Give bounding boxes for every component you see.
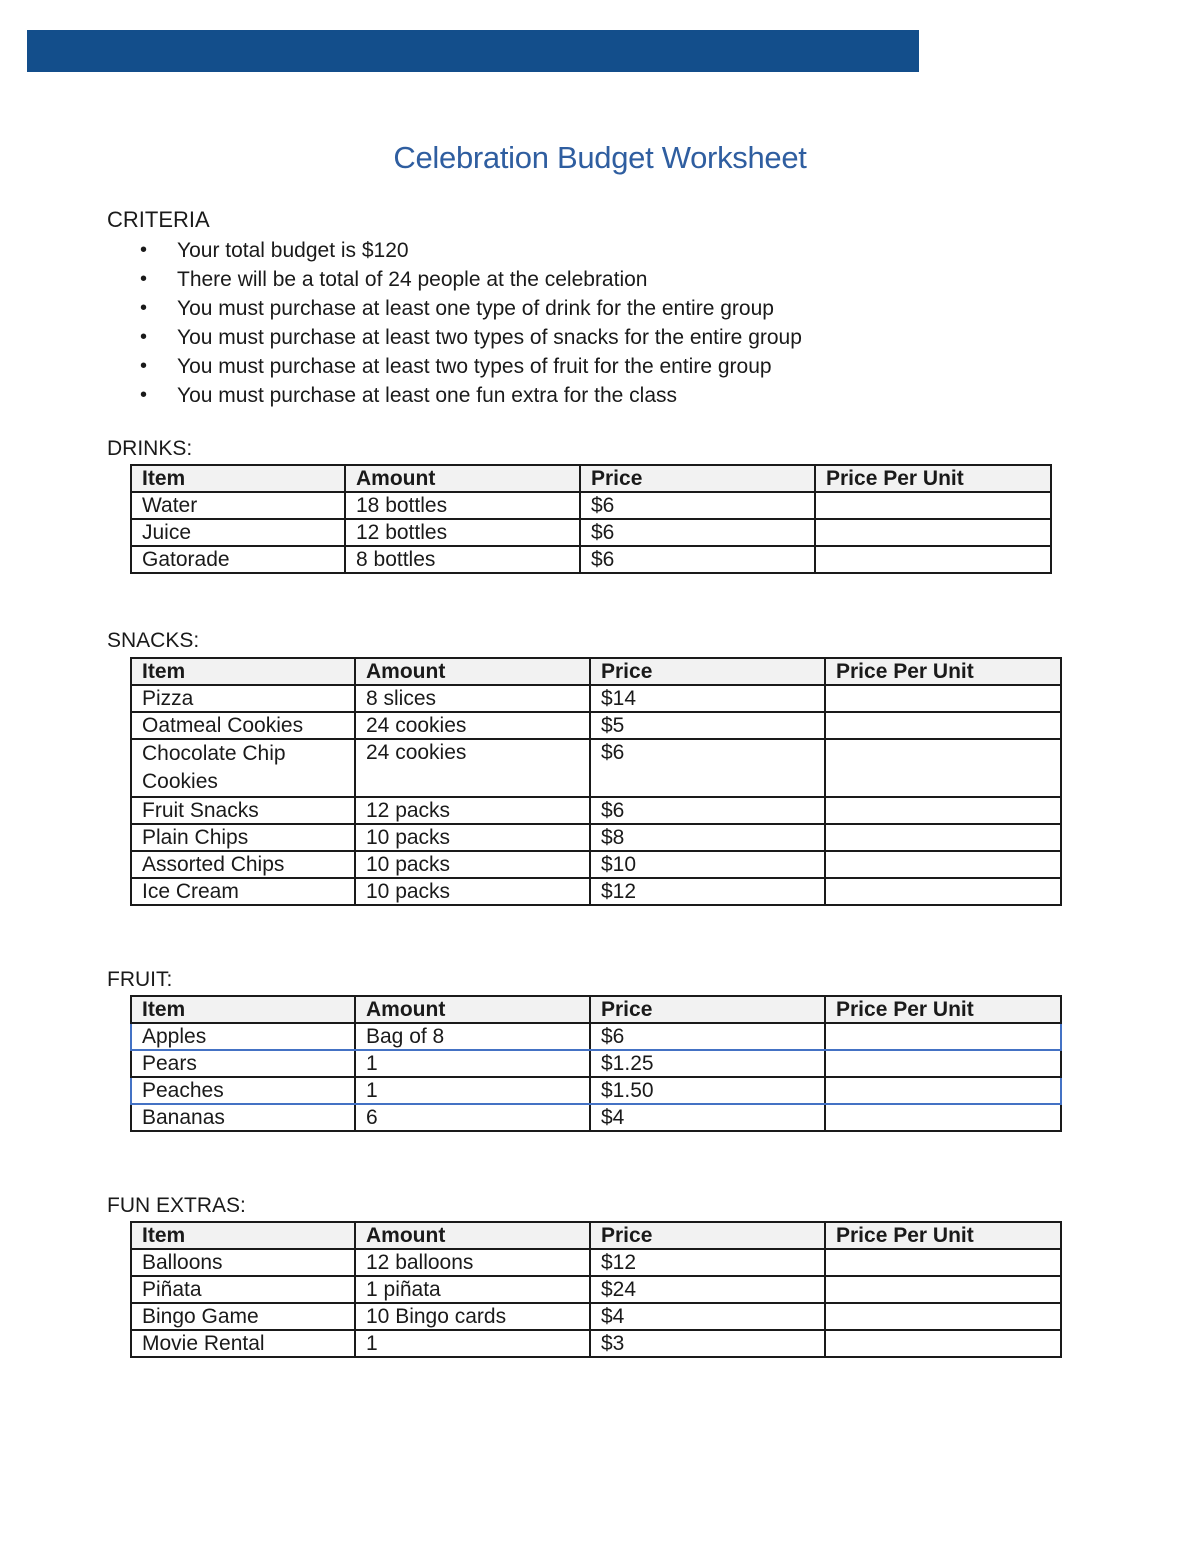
item-cell: Oatmeal Cookies: [131, 712, 355, 739]
price-cell: $6: [590, 797, 825, 824]
price-cell: $6: [580, 492, 815, 519]
table-row: [131, 1249, 1061, 1276]
column-header-price: Price: [590, 996, 825, 1023]
amount-cell: 24 cookies: [355, 712, 590, 739]
table-row: [131, 1303, 1061, 1330]
price-per-unit-cell[interactable]: [825, 1023, 1061, 1050]
table-row: [131, 851, 1061, 878]
price-per-unit-cell[interactable]: [825, 851, 1061, 878]
price-cell: $1.50: [590, 1077, 825, 1104]
table-row: [131, 1050, 1061, 1077]
drinks-table: [130, 464, 1052, 574]
fun-extras-heading: FUN EXTRAS:: [107, 1194, 246, 1217]
item-cell: Chocolate Chip Cookies: [131, 739, 355, 797]
price-cell: $6: [580, 546, 815, 573]
amount-cell: 12 balloons: [355, 1249, 590, 1276]
item-cell: Water: [131, 492, 345, 519]
price-per-unit-cell[interactable]: [825, 1330, 1061, 1357]
table-header-row: [131, 658, 1061, 685]
column-header-price: Price: [580, 465, 815, 492]
criteria-item: • There will be a total of 24 people at the celebration: [140, 265, 802, 294]
amount-cell: 24 cookies: [355, 739, 590, 797]
amount-cell: 12 bottles: [345, 519, 580, 546]
table-row: [131, 546, 1051, 573]
price-per-unit-cell[interactable]: [825, 878, 1061, 905]
column-header-amount: Amount: [355, 1222, 590, 1249]
table-row: [131, 739, 1061, 797]
price-per-unit-cell[interactable]: [825, 1249, 1061, 1276]
criteria-item: • You must purchase at least one fun extra for the class: [140, 381, 802, 410]
price-cell: $5: [590, 712, 825, 739]
item-cell: Assorted Chips: [131, 851, 355, 878]
price-per-unit-cell[interactable]: [825, 1276, 1061, 1303]
price-per-unit-cell[interactable]: [825, 1303, 1061, 1330]
table-row: [131, 797, 1061, 824]
column-header-amount: Amount: [355, 996, 590, 1023]
fruit-table: [130, 995, 1062, 1132]
table-row: [131, 1276, 1061, 1303]
item-cell: Juice: [131, 519, 345, 546]
table-row: [131, 1330, 1061, 1357]
amount-cell: 6: [355, 1104, 590, 1131]
item-cell: Piñata: [131, 1276, 355, 1303]
item-cell: Plain Chips: [131, 824, 355, 851]
table-header-row: [131, 1222, 1061, 1249]
table-row: [131, 519, 1051, 546]
table-row: [131, 712, 1061, 739]
price-cell: $6: [590, 1023, 825, 1050]
column-header-item: Item: [131, 658, 355, 685]
item-cell: Balloons: [131, 1249, 355, 1276]
column-header-price-per-unit: Price Per Unit: [815, 465, 1051, 492]
table-row: [131, 685, 1061, 712]
column-header-price: Price: [590, 658, 825, 685]
price-cell: $6: [580, 519, 815, 546]
item-cell: Fruit Snacks: [131, 797, 355, 824]
column-header-price: Price: [590, 1222, 825, 1249]
price-per-unit-cell[interactable]: [815, 492, 1051, 519]
amount-cell: 1: [355, 1330, 590, 1357]
price-per-unit-cell[interactable]: [825, 739, 1061, 797]
price-cell: $3: [590, 1330, 825, 1357]
drinks-heading: DRINKS:: [107, 437, 193, 460]
column-header-item: Item: [131, 996, 355, 1023]
amount-cell: 10 Bingo cards: [355, 1303, 590, 1330]
price-per-unit-cell[interactable]: [825, 1077, 1061, 1104]
column-header-amount: Amount: [355, 658, 590, 685]
price-cell: $8: [590, 824, 825, 851]
amount-cell: 1: [355, 1077, 590, 1104]
table-header-row: [131, 465, 1051, 492]
amount-cell: 18 bottles: [345, 492, 580, 519]
snacks-table: [130, 657, 1062, 906]
price-per-unit-cell[interactable]: [825, 1050, 1061, 1077]
column-header-price-per-unit: Price Per Unit: [825, 1222, 1061, 1249]
amount-cell: 8 slices: [355, 685, 590, 712]
price-per-unit-cell[interactable]: [825, 797, 1061, 824]
price-per-unit-cell[interactable]: [815, 519, 1051, 546]
price-cell: $4: [590, 1303, 825, 1330]
item-cell: Movie Rental: [131, 1330, 355, 1357]
price-per-unit-cell[interactable]: [825, 685, 1061, 712]
price-cell: $6: [590, 739, 825, 797]
item-cell: Pears: [131, 1050, 355, 1077]
amount-cell: 8 bottles: [345, 546, 580, 573]
header-banner: [27, 30, 919, 72]
column-header-item: Item: [131, 1222, 355, 1249]
column-header-item: Item: [131, 465, 345, 492]
price-cell: $10: [590, 851, 825, 878]
table-header-row: [131, 996, 1061, 1023]
price-cell: $24: [590, 1276, 825, 1303]
price-cell: $1.25: [590, 1050, 825, 1077]
item-cell: Gatorade: [131, 546, 345, 573]
item-cell: Peaches: [131, 1077, 355, 1104]
price-cell: $4: [590, 1104, 825, 1131]
item-cell: Apples: [131, 1023, 355, 1050]
column-header-amount: Amount: [345, 465, 580, 492]
price-per-unit-cell[interactable]: [825, 1104, 1061, 1131]
item-cell: Bananas: [131, 1104, 355, 1131]
criteria-item: • Your total budget is $120: [140, 236, 802, 265]
column-header-price-per-unit: Price Per Unit: [825, 658, 1061, 685]
criteria-item: • You must purchase at least two types of fruit for the entire group: [140, 352, 802, 381]
amount-cell: 1: [355, 1050, 590, 1077]
fun-extras-table: [130, 1221, 1062, 1358]
fruit-heading: FRUIT:: [107, 968, 173, 991]
amount-cell: 10 packs: [355, 851, 590, 878]
column-header-price-per-unit: Price Per Unit: [825, 996, 1061, 1023]
criteria-item: • You must purchase at least two types of snacks for the entire group: [140, 323, 802, 352]
amount-cell: Bag of 8: [355, 1023, 590, 1050]
page-title: Celebration Budget Worksheet: [393, 140, 807, 175]
table-row: [131, 1077, 1061, 1104]
price-cell: $12: [590, 1249, 825, 1276]
snacks-heading: SNACKS:: [107, 629, 200, 652]
table-row: [131, 824, 1061, 851]
amount-cell: 12 packs: [355, 797, 590, 824]
price-per-unit-cell[interactable]: [825, 712, 1061, 739]
price-cell: $14: [590, 685, 825, 712]
criteria-item: • You must purchase at least one type of drink for the entire group: [140, 294, 802, 323]
criteria-heading: CRITERIA: [107, 207, 210, 232]
amount-cell: 10 packs: [355, 824, 590, 851]
table-row: [131, 492, 1051, 519]
table-row: [131, 1023, 1061, 1050]
price-per-unit-cell[interactable]: [825, 824, 1061, 851]
item-cell: Bingo Game: [131, 1303, 355, 1330]
amount-cell: 1 piñata: [355, 1276, 590, 1303]
amount-cell: 10 packs: [355, 878, 590, 905]
price-per-unit-cell[interactable]: [815, 546, 1051, 573]
table-row: [131, 878, 1061, 905]
criteria-list: [140, 236, 802, 410]
item-cell: Ice Cream: [131, 878, 355, 905]
table-row: [131, 1104, 1061, 1131]
price-cell: $12: [590, 878, 825, 905]
item-cell: Pizza: [131, 685, 355, 712]
